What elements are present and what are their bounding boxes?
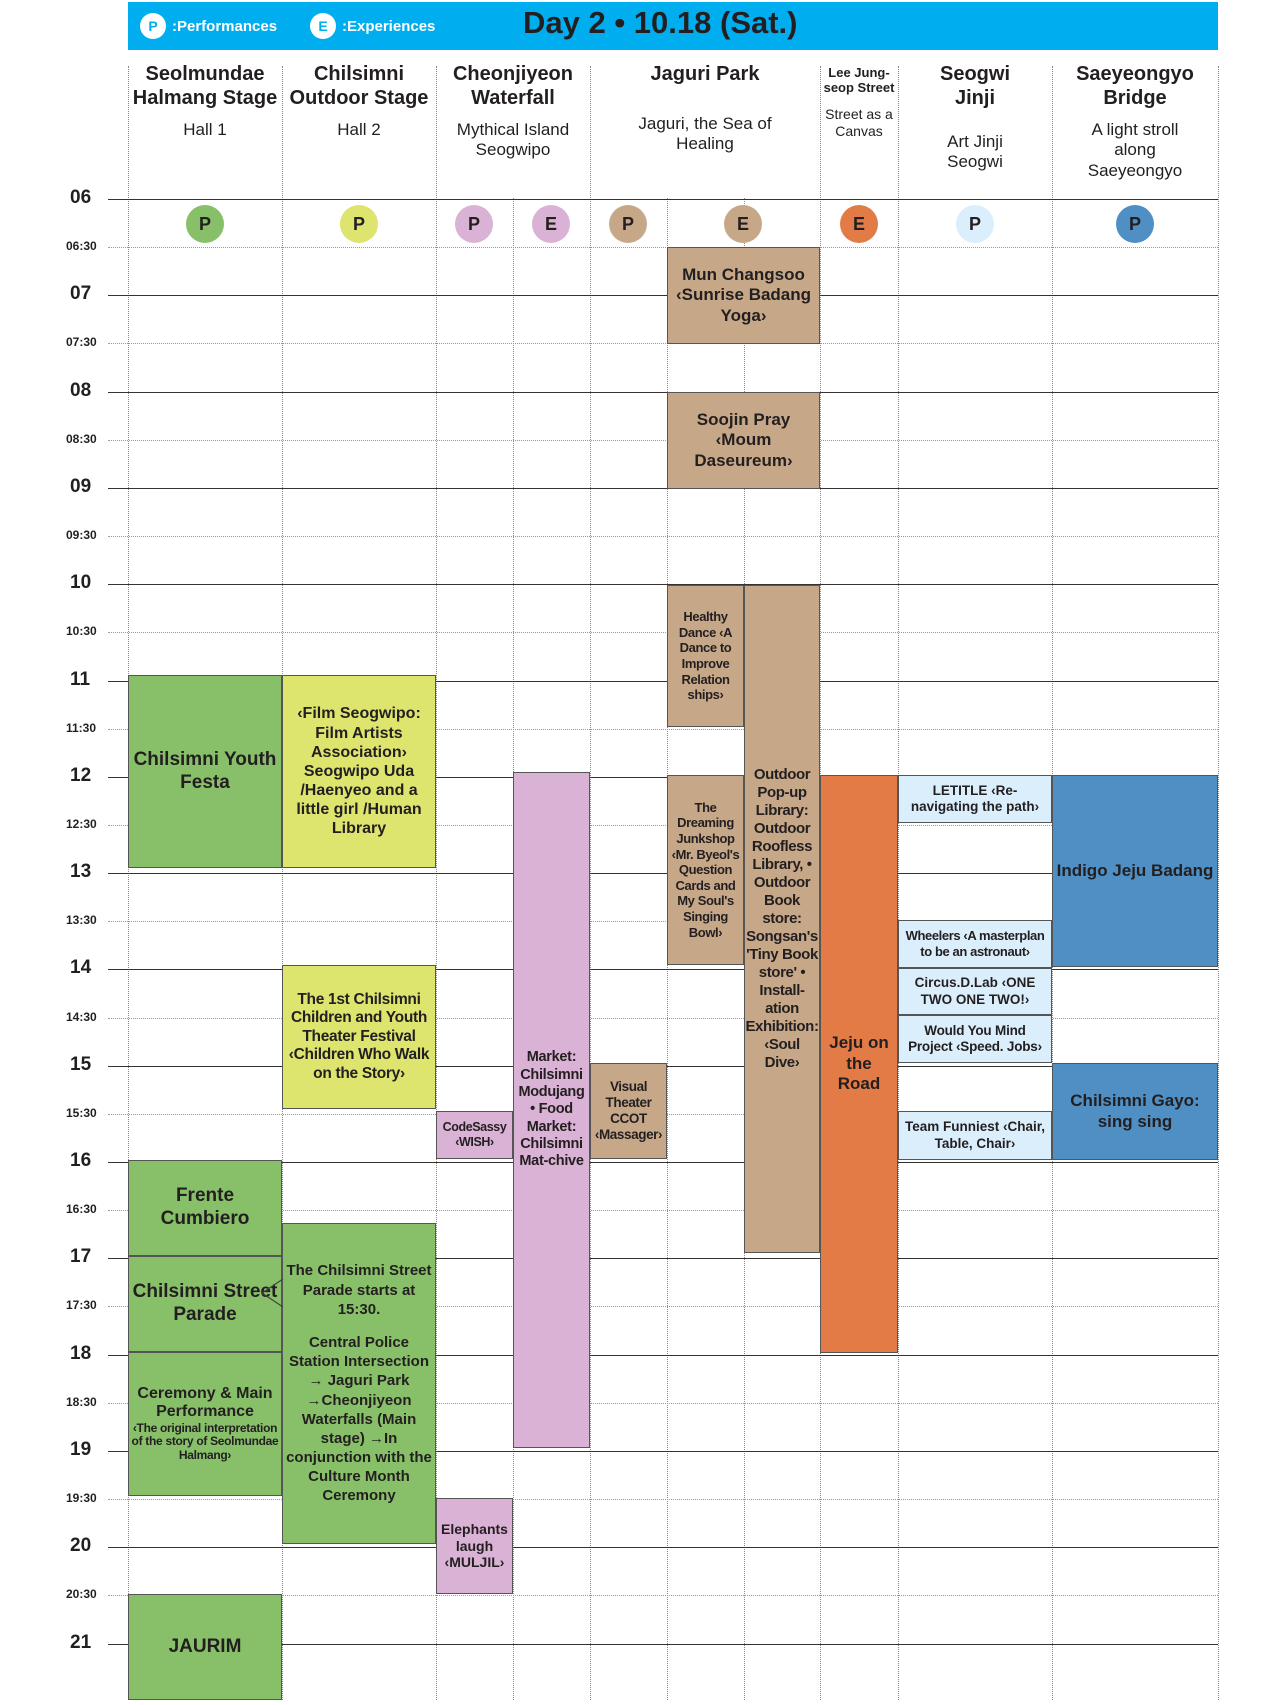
- event-film-seogwipo[interactable]: ‹Film Seogwipo: Film Artists Association› Seogwipo Uda /Haenyeo and a little girl /Human Library: [282, 675, 436, 868]
- event-market[interactable]: Market: Chilsimni Modujang • Food Market: Chilsimni Mat-chive: [513, 772, 590, 1448]
- hour-label: 08: [70, 380, 92, 401]
- venue-sub: Hall 2: [337, 120, 381, 139]
- experience-e-icon: E: [840, 205, 878, 243]
- hour-label: 06: [70, 187, 92, 208]
- event-jaurim[interactable]: JAURIM: [128, 1594, 282, 1700]
- legend-experiences: [310, 12, 435, 40]
- hour-label: 09: [70, 476, 92, 497]
- half-hour-label: 20:30: [66, 1587, 97, 1601]
- hour-label: 11: [70, 669, 91, 690]
- grid-line: [590, 66, 591, 1700]
- event-chilsimni-gayo[interactable]: Chilsimni Gayo: sing sing: [1052, 1063, 1218, 1160]
- event-parade-route[interactable]: [282, 1223, 436, 1544]
- event-would-you-mind[interactable]: Would You Mind Project ‹Speed. Jobs›: [898, 1015, 1052, 1063]
- hour-line: [108, 295, 1218, 296]
- hour-line: [108, 199, 1218, 200]
- half-hour-line: [108, 343, 1218, 344]
- half-hour-label: 13:30: [66, 913, 97, 927]
- venue-sub: Hall 1: [183, 120, 227, 139]
- venue-seolmundae: [128, 62, 282, 140]
- event-ceremony-sub: ‹The original interpretation of the story of Seolmundae Halmang›: [131, 1420, 279, 1463]
- half-hour-line: [108, 632, 1218, 633]
- venue-cheonjiyeon: [436, 62, 590, 161]
- hour-label: 12: [70, 765, 92, 786]
- event-codesassy[interactable]: CodeSassy ‹WISH›: [436, 1111, 513, 1159]
- venue-sub: Jaguri, the Sea of Healing: [638, 114, 772, 154]
- venue-name: Chilsimni Outdoor Stage: [289, 63, 429, 109]
- venue-sub: A light stroll along Saeyeongyo: [1087, 120, 1183, 180]
- hour-label: 10: [70, 572, 92, 593]
- venue-jaguri: [625, 62, 785, 155]
- legend-performances: [140, 12, 277, 40]
- performance-p-icon: P: [455, 205, 493, 243]
- event-youth-festa[interactable]: Chilsimni Youth Festa: [128, 675, 282, 868]
- experience-e-icon: E: [310, 13, 336, 39]
- event-frente-cumbiero[interactable]: Frente Cumbiero: [128, 1160, 282, 1256]
- venue-name: Jaguri Park: [650, 63, 760, 85]
- grid-line: [1218, 66, 1219, 1700]
- half-hour-label: 11:30: [66, 721, 97, 735]
- hour-label: 15: [70, 1054, 92, 1075]
- venue-seogwi-jinji: [898, 62, 1052, 173]
- half-hour-label: 12:30: [66, 817, 97, 831]
- grid-line: [436, 66, 437, 1700]
- performance-p-icon: P: [609, 205, 647, 243]
- event-street-parade[interactable]: Chilsimni Street Parade: [128, 1256, 282, 1352]
- venue-name: Seolmundae Halmang Stage: [132, 63, 278, 109]
- hour-label: 14: [70, 957, 92, 978]
- half-hour-label: 16:30: [66, 1202, 97, 1216]
- experience-e-icon: E: [724, 205, 762, 243]
- half-hour-line: [108, 536, 1218, 537]
- experience-e-icon: E: [532, 205, 570, 243]
- event-mun-changsoo[interactable]: Mun Changsoo ‹Sunrise Badang Yoga›: [667, 247, 820, 344]
- half-hour-label: 19:30: [66, 1491, 97, 1505]
- half-hour-label: 09:30: [66, 528, 97, 542]
- event-team-funniest[interactable]: Team Funniest ‹Chair, Table, Chair›: [898, 1111, 1052, 1160]
- hour-line: [108, 584, 1218, 585]
- hour-label: 19: [70, 1439, 92, 1460]
- event-soojin-pray[interactable]: Soojin Pray ‹Moum Daseureum›: [667, 392, 820, 489]
- hour-label: 17: [70, 1246, 92, 1267]
- venue-chilsimni: [282, 62, 436, 140]
- half-hour-line: [108, 440, 1218, 441]
- half-hour-line: [108, 247, 1218, 248]
- half-hour-label: 15:30: [66, 1106, 97, 1120]
- event-healthy-dance[interactable]: Healthy Dance ‹A Dance to Improve Relation ships›: [667, 585, 744, 727]
- event-indigo-jeju-badang[interactable]: Indigo Jeju Badang: [1052, 775, 1218, 967]
- half-hour-label: 18:30: [66, 1395, 97, 1409]
- legend-performances-label: :Performances: [172, 17, 278, 35]
- parade-route-path: Central Police Station Intersection → Jaguri Park →Cheonjiyeon Waterfalls (Main stage) →In conjunction with the Culture Month Ceremony: [286, 1333, 432, 1505]
- event-ceremony-title: Ceremony & Main Performance: [137, 1384, 273, 1421]
- event-circus-d-lab[interactable]: Circus.D.Lab ‹ONE TWO ONE TWO!›: [898, 968, 1052, 1015]
- event-jeju-on-the-road[interactable]: Jeju on the Road: [820, 775, 898, 1353]
- hour-label: 21: [70, 1632, 92, 1653]
- hour-line: [108, 488, 1218, 489]
- half-hour-label: 14:30: [66, 1010, 97, 1024]
- venue-sub: Street as a Canvas: [825, 105, 893, 139]
- event-visual-theater[interactable]: Visual Theater CCOT ‹Massager›: [590, 1063, 667, 1159]
- event-dreaming-junkshop[interactable]: The Dreaming Junkshop ‹Mr. Byeol's Question Cards and My Soul's Singing Bowl›: [667, 775, 744, 965]
- hour-line: [108, 392, 1218, 393]
- parade-arrow-icon: [260, 1278, 284, 1308]
- legend-experiences-label: :Experiences: [342, 17, 436, 35]
- venue-name: Saeyeongyo Bridge: [1076, 63, 1194, 109]
- half-hour-label: 06:30: [66, 239, 97, 253]
- page-title: Day 2 • 10.18 (Sat.): [523, 5, 798, 40]
- venue-lee-jungseop: [820, 66, 898, 139]
- venue-sub: Mythical Island Seogwipo: [456, 120, 570, 160]
- event-ceremony[interactable]: [128, 1352, 282, 1496]
- parade-route-start: The Chilsimni Street Parade starts at 15:30.: [286, 1262, 432, 1318]
- event-elephants-laugh[interactable]: Elephants laugh ‹MULJIL›: [436, 1498, 513, 1594]
- half-hour-label: 07:30: [66, 335, 97, 349]
- venue-name: Cheonjiyeon Waterfall: [452, 63, 573, 109]
- venue-sub: Art Jinji Seogwi: [947, 132, 1003, 172]
- hour-label: 07: [70, 283, 92, 304]
- performance-p-icon: P: [186, 205, 224, 243]
- performance-p-icon: P: [956, 205, 994, 243]
- half-hour-line: [108, 1499, 1218, 1500]
- hour-label: 20: [70, 1535, 92, 1556]
- half-hour-label: 10:30: [66, 624, 97, 638]
- hour-label: 16: [70, 1150, 92, 1171]
- event-outdoor-library[interactable]: Outdoor Pop-up Library: Outdoor Roofless Library, • Outdoor Book store: Songsan's 'Tiny Book store' • Install-ation Exhibition: ‹Soul Dive›: [744, 585, 820, 1253]
- grid-line: [898, 66, 899, 1700]
- half-hour-label: 08:30: [66, 432, 97, 446]
- event-wheelers[interactable]: Wheelers ‹A masterplan to be an astronaut›: [898, 920, 1052, 968]
- venue-name: Lee Jung-seop Street: [823, 65, 895, 95]
- event-theater-festival[interactable]: The 1st Chilsimni Children and Youth Theater Festival ‹Children Who Walk on the Story›: [282, 965, 436, 1109]
- header-bar: [128, 2, 1218, 50]
- hour-line: [108, 1547, 1218, 1548]
- venue-name: Seogwi Jinji: [939, 63, 1010, 109]
- half-hour-label: 17:30: [66, 1298, 97, 1312]
- hour-label: 18: [70, 1343, 92, 1364]
- performance-p-icon: P: [140, 13, 166, 39]
- venue-saeyeongyo: [1052, 62, 1218, 181]
- performance-p-icon: P: [1116, 205, 1154, 243]
- hour-label: 13: [70, 861, 92, 882]
- performance-p-icon: P: [340, 205, 378, 243]
- event-letitle[interactable]: LETITLE ‹Re-navigating the path›: [898, 775, 1052, 823]
